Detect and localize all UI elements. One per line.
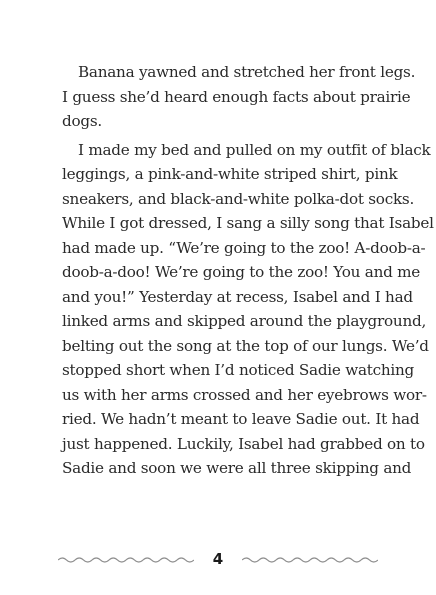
text-line: While I got dressed, I sang a silly song that Isabel xyxy=(62,214,434,232)
wave-ornament-right xyxy=(242,555,378,565)
text-line: I guess she’d heard enough facts about prairie xyxy=(62,87,411,106)
text-line: just happened. Luckily, Isabel had grabbed on to xyxy=(62,434,425,453)
text-line: Banana yawned and stretched her front legs. xyxy=(78,63,416,81)
text-line: and you!” Yesterday at recess, Isabel and I had xyxy=(62,287,413,306)
text-line: Sadie and soon we were all three skipping and xyxy=(62,459,412,477)
text-line: leggings, a pink-and-white striped shirt, pink xyxy=(62,165,398,183)
text-line: belting out the song at the top of our lungs. We’d xyxy=(62,336,429,355)
text-line: stopped short when I’d noticed Sadie watching xyxy=(62,361,415,379)
wave-ornament-left xyxy=(58,555,194,565)
text-line: sneakers, and black-and-white polka-dot socks. xyxy=(62,189,415,208)
body-text xyxy=(62,60,434,481)
text-line: doob-a-doo! We’re going to the zoo! You and me xyxy=(62,263,421,281)
text-line: us with her arms crossed and her eyebrows wor- xyxy=(62,385,427,404)
text-line: I made my bed and pulled on my outfit of black xyxy=(78,140,431,159)
text-line: had made up. “We’re going to the zoo! A-doob-a- xyxy=(62,238,426,257)
page-footer xyxy=(58,549,378,571)
text-line: dogs. xyxy=(62,112,102,130)
text-line: ried. We hadn’t meant to leave Sadie out. It had xyxy=(62,410,420,428)
text-line: linked arms and skipped around the playground, xyxy=(62,312,427,330)
page-number: 4 xyxy=(212,550,224,568)
